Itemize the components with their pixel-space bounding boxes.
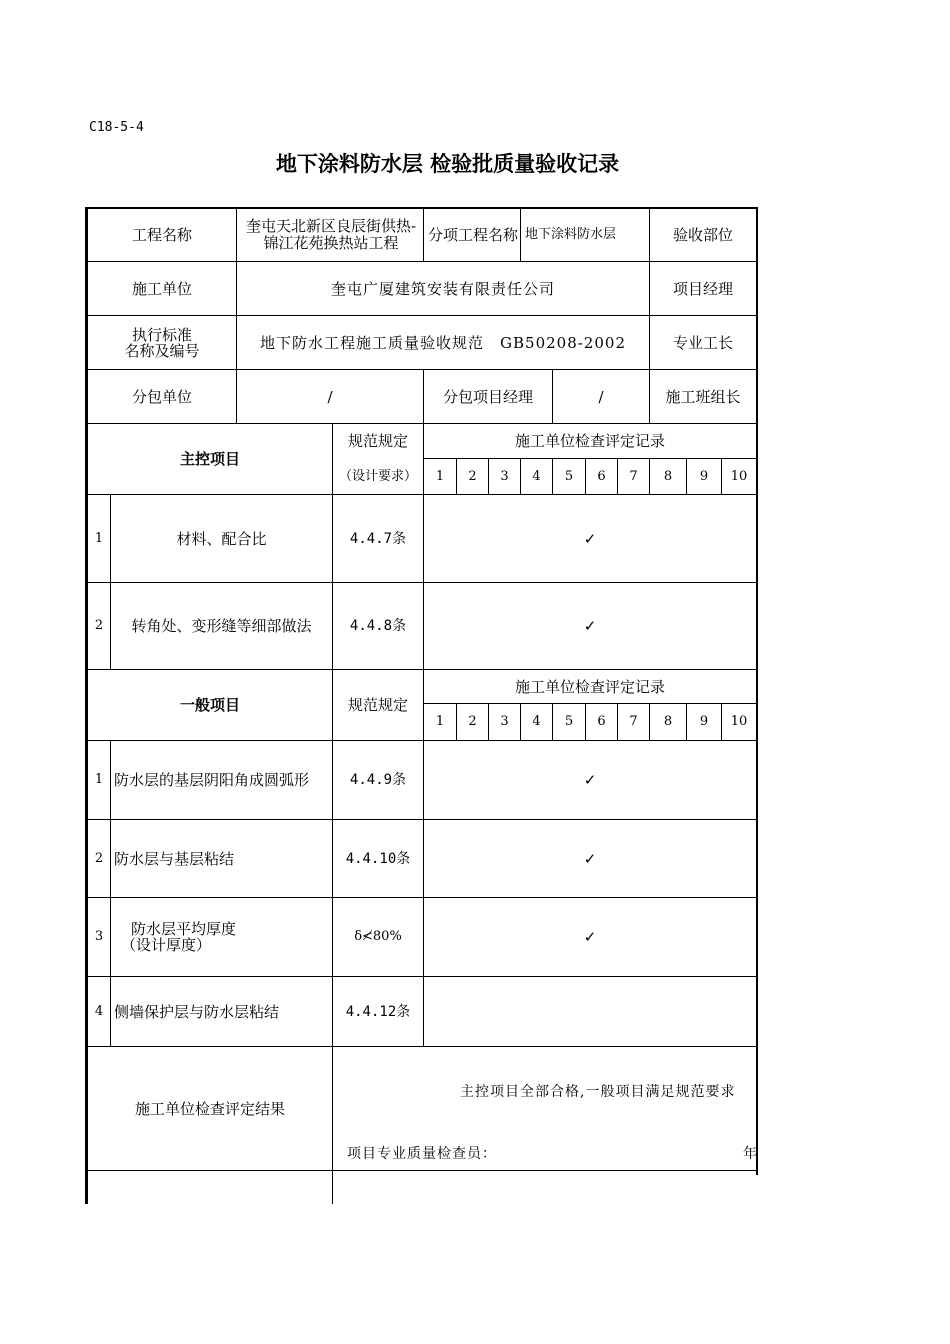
- row-spec: 4.4.8条: [349, 618, 407, 634]
- row-spec: 4.4.10条: [345, 850, 411, 867]
- row-item: 防水层与基层粘结: [114, 849, 235, 868]
- team-leader-label: 施工班组长: [665, 387, 741, 406]
- sub-project-value: 地下涂料防水层: [525, 227, 617, 242]
- main-col-6: 6: [597, 468, 606, 484]
- foreman-label: 专业工长: [672, 333, 733, 352]
- main-spec-label: 规范规定: [347, 432, 408, 450]
- date-year-label: 年: [743, 1146, 757, 1162]
- form-code: C18-5-4: [89, 120, 144, 135]
- main-col-8: 8: [663, 468, 673, 484]
- row-result: [424, 977, 756, 1046]
- row-result: ✓: [583, 771, 597, 789]
- subcontractor-label: 分包单位: [131, 387, 192, 406]
- main-col-10: 10: [730, 468, 748, 484]
- row-item: 材料、配合比: [176, 529, 267, 548]
- standard-value: 地下防水工程施工质量验收规范 GB50208-2002: [260, 333, 626, 352]
- row-spec: 4.4.12条: [345, 1003, 411, 1020]
- main-record-label: 施工单位检查评定记录: [514, 432, 665, 450]
- acceptance-part-label: 验收部位: [672, 226, 733, 244]
- row-result: ✓: [583, 849, 597, 868]
- contractor-value: 奎屯广厦建筑安装有限责任公司: [330, 279, 555, 298]
- row-item: 侧墙保护层与防水层粘结: [114, 1002, 280, 1021]
- general-col-4: 4: [532, 714, 541, 729]
- sub-project-label: 分项工程名称: [427, 226, 518, 244]
- main-col-2: 2: [468, 468, 477, 484]
- row-spec: δ≮80%: [354, 929, 402, 944]
- row-item-line-2: （设计厚度）: [121, 936, 212, 954]
- general-col-6: 6: [597, 714, 606, 729]
- row-number: 2: [94, 850, 104, 866]
- conclusion-text: 主控项目全部合格,一般项目满足规范要求: [460, 1084, 736, 1100]
- row-result: ✓: [583, 928, 597, 946]
- subcontractor-value: /: [327, 387, 333, 406]
- general-col-3: 3: [500, 714, 509, 729]
- row-item: 转角处、变形缝等细部做法: [131, 617, 312, 635]
- main-col-1: 1: [435, 468, 445, 484]
- general-col-10: 10: [730, 714, 748, 729]
- main-items-section-label: 主控项目: [179, 450, 240, 468]
- row-number: 1: [94, 772, 104, 787]
- row-number: 4: [94, 1003, 104, 1019]
- standard-label-line-2: 名称及编号: [124, 341, 200, 360]
- general-col-5: 5: [564, 714, 574, 729]
- standard-label: [88, 316, 236, 369]
- row-spec: 4.4.7条: [349, 530, 407, 547]
- main-col-7: 7: [629, 468, 638, 484]
- row-number: 2: [94, 618, 104, 633]
- general-col-1: 1: [435, 714, 445, 729]
- general-record-label: 施工单位检查评定记录: [514, 677, 665, 696]
- contractor-label: 施工单位: [131, 279, 192, 298]
- conclusion-label: 施工单位检查评定结果: [134, 1099, 285, 1118]
- main-col-9: 9: [699, 468, 709, 484]
- project-name-value: 奎屯天北新区良辰街供热-锦江花苑换热站工程: [245, 217, 417, 252]
- row-item-line-1: 防水层平均厚度: [131, 920, 237, 938]
- page-title: 地下涂料防水层 检验批质量验收记录: [275, 152, 620, 176]
- row-result: ✓: [583, 529, 597, 548]
- main-col-5: 5: [564, 468, 574, 484]
- general-items-section-label: 一般项目: [179, 696, 240, 714]
- row-item: 防水层的基层阴阳角成圆弧形: [114, 771, 310, 789]
- main-col-4: 4: [532, 468, 541, 484]
- general-col-8: 8: [663, 714, 673, 729]
- sub-pm-label: 分包项目经理: [442, 387, 533, 406]
- general-spec-label: 规范规定: [347, 696, 408, 714]
- general-col-7: 7: [629, 714, 638, 729]
- sub-pm-value: /: [598, 387, 604, 406]
- row-spec: 4.4.9条: [349, 772, 407, 788]
- row-number: 3: [94, 929, 104, 944]
- general-col-2: 2: [468, 714, 477, 729]
- main-design-req-label: （设计要求）: [338, 468, 417, 484]
- project-manager-label: 项目经理: [672, 279, 733, 298]
- standard-label-line-1: 执行标准: [131, 325, 192, 344]
- general-col-9: 9: [699, 714, 709, 729]
- main-col-3: 3: [500, 468, 509, 484]
- inspector-label: 项目专业质量检查员：: [347, 1146, 497, 1162]
- row-result: ✓: [583, 617, 597, 635]
- row-item: [111, 898, 332, 976]
- row-number: 1: [94, 530, 104, 546]
- project-name-label: 工程名称: [131, 226, 192, 244]
